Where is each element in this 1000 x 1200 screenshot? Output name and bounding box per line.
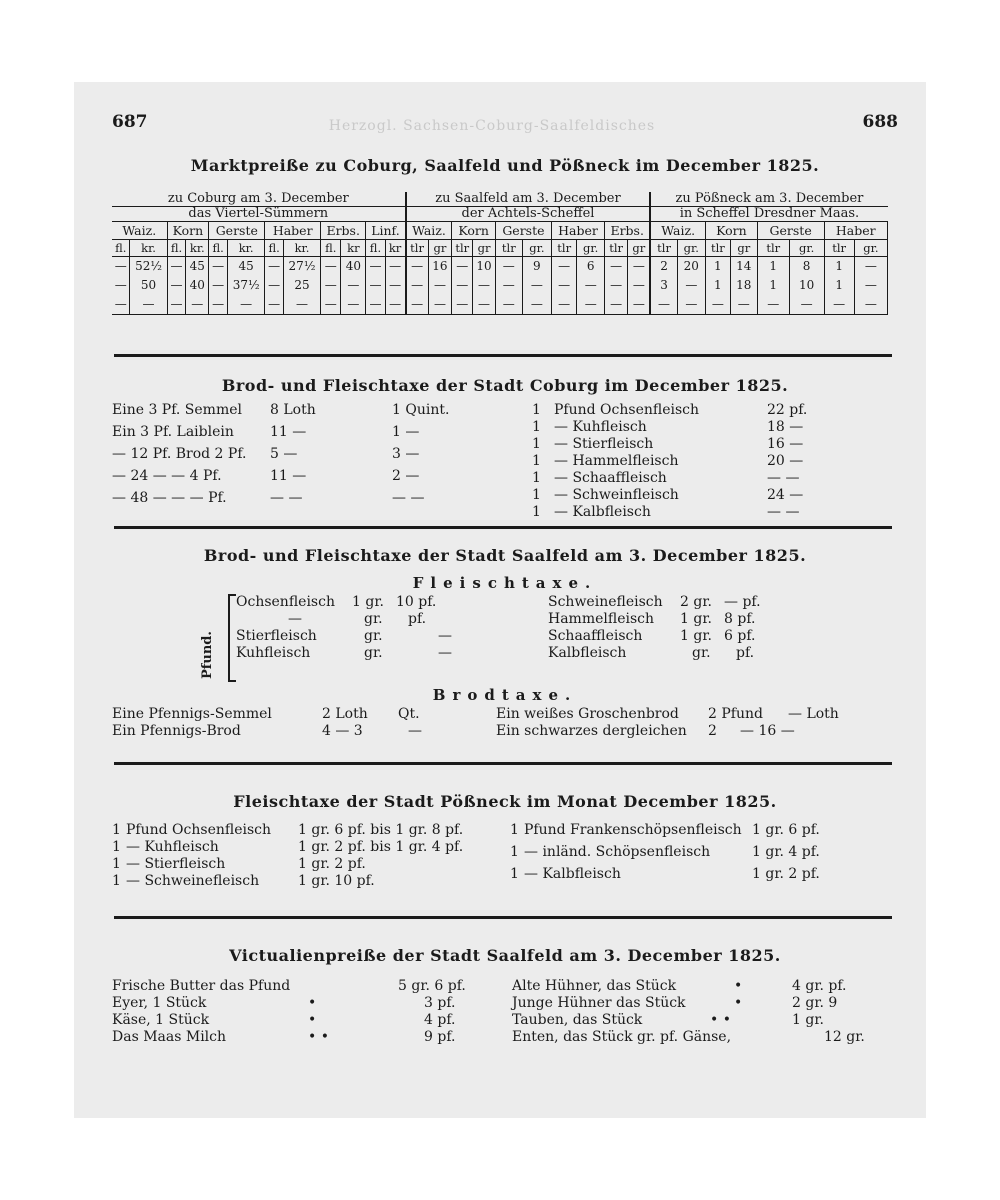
market-cell: — bbox=[628, 257, 651, 277]
market-cell: — bbox=[452, 276, 473, 295]
unit-header: tlr bbox=[551, 240, 576, 257]
unit-header: gr bbox=[628, 240, 651, 257]
unit-header: fl. bbox=[209, 240, 228, 257]
grain-header: Korn bbox=[452, 222, 496, 240]
location-saalfeld: zu Saalfeld am 3. December bbox=[406, 192, 651, 207]
meat-item: 1 — Kalbfleisch — — bbox=[532, 504, 800, 520]
market-cell: — bbox=[385, 257, 406, 277]
market-cell: — bbox=[428, 295, 452, 315]
market-cell: — bbox=[677, 295, 705, 315]
market-cell: 40 bbox=[186, 276, 209, 295]
grain-header: Gerste bbox=[495, 222, 551, 240]
measure-poessneck: in Scheffel Dresdner Maas. bbox=[650, 207, 887, 222]
market-cell: 40 bbox=[341, 257, 366, 277]
meat-item: 1 — Kalbfleisch 1 gr. 2 pf. bbox=[510, 866, 820, 882]
poessneck-title: Fleischtaxe der Stadt Pößneck im Monat December 1825. bbox=[233, 792, 777, 811]
market-cell: 1 bbox=[824, 276, 854, 295]
grain-header: Haber bbox=[551, 222, 604, 240]
meat-item: 1 — Kuhfleisch 1 gr. 2 pf. bis 1 gr. 4 pf. bbox=[112, 839, 464, 855]
victual-title: Victualienpreiße der Stadt Saalfeld am 3. December 1825. bbox=[229, 946, 781, 965]
saalfeld-title: Brod- und Fleischtaxe der Stadt Saalfeld am 3. December 1825. bbox=[203, 546, 807, 565]
grain-header: Erbs. bbox=[321, 222, 366, 240]
market-cell: 1 bbox=[757, 276, 789, 295]
grain-header: Waiz. bbox=[650, 222, 705, 240]
market-cell: — bbox=[406, 257, 428, 277]
meat-item: 1 Pfund Ochsenfleisch 22 pf. bbox=[532, 402, 808, 418]
market-row bbox=[112, 295, 888, 315]
unit-header: gr. bbox=[577, 240, 605, 257]
pfund-side-label: Pfund. bbox=[200, 631, 215, 679]
victual-item: Käse, 1 Stück • 4 pf. bbox=[112, 1012, 456, 1028]
market-cell: 1 bbox=[705, 276, 730, 295]
market-cell: — bbox=[522, 295, 551, 315]
unit-header: tlr bbox=[650, 240, 677, 257]
market-cell: 37½ bbox=[227, 276, 264, 295]
market-cell: 8 bbox=[789, 257, 824, 277]
unit-header: fl. bbox=[265, 240, 284, 257]
market-cell: — bbox=[605, 295, 628, 315]
coburg-meat-list bbox=[112, 402, 898, 521]
unit-header: gr bbox=[473, 240, 496, 257]
market-cell: — bbox=[677, 276, 705, 295]
victual-item: Alte Hühner, das Stück • 4 gr. pf. bbox=[512, 978, 847, 994]
market-cell: 10 bbox=[789, 276, 824, 295]
market-cell: — bbox=[321, 295, 341, 315]
grain-header: Korn bbox=[167, 222, 209, 240]
bread-item: Eine 3 Pf. Semmel 8 Loth 1 Quint. bbox=[112, 402, 450, 418]
meat-item: — gr. pf. Hammelfleisch 1 gr. 8 pf. bbox=[288, 611, 756, 627]
market-cell: 27½ bbox=[283, 257, 320, 277]
meat-item: 1 — Schweinfleisch 24 — bbox=[532, 487, 804, 503]
bread-item: — 24 — — 4 Pf. 11 — 2 — bbox=[112, 468, 420, 484]
divider bbox=[114, 916, 892, 919]
grain-header: Haber bbox=[824, 222, 887, 240]
market-cell: — bbox=[265, 295, 284, 315]
market-cell: 25 bbox=[283, 276, 320, 295]
market-cell: — bbox=[209, 295, 228, 315]
location-header-line1 bbox=[112, 192, 888, 207]
market-cell: — bbox=[283, 295, 320, 315]
poessneck-right-list bbox=[112, 822, 898, 888]
market-cell: — bbox=[452, 295, 473, 315]
meat-tax-heading: Fleischtaxe. bbox=[412, 574, 598, 592]
unit-header: fl. bbox=[112, 240, 130, 257]
meat-item: 1 — Stierfleisch 1 gr. 2 pf. bbox=[112, 856, 366, 872]
unit-header: tlr bbox=[495, 240, 522, 257]
location-poessneck: zu Pößneck am 3. December bbox=[650, 192, 887, 207]
grain-header: Waiz. bbox=[112, 222, 167, 240]
market-cell: — bbox=[650, 295, 677, 315]
unit-header: tlr bbox=[705, 240, 730, 257]
market-cell: — bbox=[854, 257, 887, 277]
unit-header: gr. bbox=[522, 240, 551, 257]
market-cell: — bbox=[854, 276, 887, 295]
market-cell: — bbox=[789, 295, 824, 315]
unit-header: tlr bbox=[406, 240, 428, 257]
market-cell: — bbox=[167, 276, 186, 295]
market-cell: — bbox=[577, 295, 605, 315]
meat-item: 1 — Schweinefleisch 1 gr. 10 pf. bbox=[112, 873, 375, 889]
bread-item: Ein 3 Pf. Laiblein 11 — 1 — bbox=[112, 424, 420, 440]
market-cell: 18 bbox=[730, 276, 757, 295]
unit-header: gr bbox=[730, 240, 757, 257]
unit-header: gr bbox=[428, 240, 452, 257]
market-cell: — bbox=[341, 295, 366, 315]
market-cell: — bbox=[406, 276, 428, 295]
market-cell: — bbox=[551, 276, 576, 295]
market-row bbox=[112, 257, 888, 277]
market-cell: — bbox=[522, 276, 551, 295]
meat-item: Ochsenfleisch 1 gr. 10 pf. Schweinefleisch 2 gr. — pf. bbox=[236, 594, 761, 610]
unit-header: gr. bbox=[854, 240, 887, 257]
market-cell: 20 bbox=[677, 257, 705, 277]
market-cell: — bbox=[112, 295, 130, 315]
market-cell: 1 bbox=[757, 257, 789, 277]
bread-item: — 48 — — — Pf. — — — — bbox=[112, 490, 425, 506]
market-cell: — bbox=[605, 276, 628, 295]
victual-item: Das Maas Milch • • 9 pf. bbox=[112, 1029, 456, 1045]
market-cell: 45 bbox=[227, 257, 264, 277]
unit-header: fl. bbox=[321, 240, 341, 257]
bread-tax-heading: Brodtaxe. bbox=[432, 686, 578, 704]
market-cell: 1 bbox=[705, 257, 730, 277]
grain-header: Linf. bbox=[366, 222, 406, 240]
market-cell: 50 bbox=[130, 276, 167, 295]
grain-header: Waiz. bbox=[406, 222, 452, 240]
market-cell: — bbox=[854, 295, 887, 315]
market-cell: — bbox=[209, 257, 228, 277]
market-cell: — bbox=[824, 295, 854, 315]
market-cell: — bbox=[112, 276, 130, 295]
market-price-table bbox=[112, 192, 888, 315]
meat-item: 1 — Schaaffleisch — — bbox=[532, 470, 800, 486]
market-cell: — bbox=[495, 276, 522, 295]
market-cell: — bbox=[495, 257, 522, 277]
meat-item: Stierfleisch gr. — Schaaffleisch 1 gr. 6 pf. bbox=[236, 628, 756, 644]
market-cell: — bbox=[730, 295, 757, 315]
market-cell: 9 bbox=[522, 257, 551, 277]
market-cell: 2 bbox=[650, 257, 677, 277]
market-cell: — bbox=[385, 276, 406, 295]
victual-item: Tauben, das Stück • • 1 gr. bbox=[512, 1012, 824, 1028]
unit-header: gr. bbox=[677, 240, 705, 257]
unit-header: kr. bbox=[227, 240, 264, 257]
unit-header: kr. bbox=[283, 240, 320, 257]
market-cell: 14 bbox=[730, 257, 757, 277]
meat-item: 1 — inländ. Schöpsenfleisch 1 gr. 4 pf. bbox=[510, 844, 820, 860]
grain-header: Erbs. bbox=[605, 222, 651, 240]
unit-header: kr bbox=[385, 240, 406, 257]
market-cell: — bbox=[265, 257, 284, 277]
market-cell: — bbox=[227, 295, 264, 315]
market-cell: — bbox=[551, 295, 576, 315]
page-number-left: 687 bbox=[112, 112, 148, 132]
bread-item: Eine Pfennigs-Semmel 2 Loth Qt. Ein weißes Groschenbrod 2 Pfund — Loth bbox=[112, 706, 839, 722]
meat-item: 1 Pfund Ochsenfleisch 1 gr. 6 pf. bis 1 gr. 8 pf. bbox=[112, 822, 464, 838]
market-cell: — bbox=[366, 295, 385, 315]
victual-item: Enten, das Stück gr. pf. Gänse, 12 gr. bbox=[512, 1029, 865, 1045]
unit-header: kr. bbox=[186, 240, 209, 257]
market-cell: — bbox=[112, 257, 130, 277]
market-cell: — bbox=[495, 295, 522, 315]
market-cell: — bbox=[366, 276, 385, 295]
unit-header: kr bbox=[341, 240, 366, 257]
unit-header: tlr bbox=[824, 240, 854, 257]
scanned-page bbox=[74, 82, 926, 1118]
measure-coburg: das Viertel-Sümmern bbox=[112, 207, 406, 222]
meat-item: 1 Pfund Frankenschöpsenfleisch 1 gr. 6 pf. bbox=[510, 822, 820, 838]
market-cell: 3 bbox=[650, 276, 677, 295]
document-page bbox=[112, 106, 898, 1106]
meat-item: 1 — Kuhfleisch 18 — bbox=[532, 419, 804, 435]
market-cell: — bbox=[577, 276, 605, 295]
market-cell: — bbox=[167, 295, 186, 315]
victual-right-list bbox=[112, 978, 898, 1046]
bread-item: — 12 Pf. Brod 2 Pf. 5 — 3 — bbox=[112, 446, 420, 462]
market-row bbox=[112, 276, 888, 295]
saalfeld-bread-list bbox=[112, 706, 898, 740]
market-cell: 6 bbox=[577, 257, 605, 277]
unit-header: kr. bbox=[130, 240, 167, 257]
victual-item: Junge Hühner das Stück • 2 gr. 9 bbox=[512, 995, 838, 1011]
divider bbox=[114, 762, 892, 765]
market-cell: — bbox=[551, 257, 576, 277]
grain-header: Gerste bbox=[209, 222, 265, 240]
market-cell: 10 bbox=[473, 257, 496, 277]
market-cell: 52½ bbox=[130, 257, 167, 277]
market-cell: — bbox=[406, 295, 428, 315]
meat-item: Kuhfleisch gr. — Kalbfleisch gr. pf. bbox=[236, 645, 755, 661]
location-header-line2 bbox=[112, 207, 888, 222]
unit-header: gr. bbox=[789, 240, 824, 257]
market-cell: — bbox=[452, 257, 473, 277]
divider bbox=[114, 526, 892, 529]
unit-header: tlr bbox=[605, 240, 628, 257]
grain-header: Gerste bbox=[757, 222, 824, 240]
unit-header: tlr bbox=[757, 240, 789, 257]
unit-header-row bbox=[112, 240, 888, 257]
divider bbox=[114, 354, 892, 357]
measure-saalfeld: der Achtels-Scheffel bbox=[406, 207, 651, 222]
market-cell: — bbox=[428, 276, 452, 295]
market-cell: — bbox=[705, 295, 730, 315]
meat-item: 1 — Hammelfleisch 20 — bbox=[532, 453, 804, 469]
grain-header: Haber bbox=[265, 222, 321, 240]
market-cell: 1 bbox=[824, 257, 854, 277]
market-cell: — bbox=[321, 276, 341, 295]
location-coburg: zu Coburg am 3. December bbox=[112, 192, 406, 207]
unit-header: fl. bbox=[366, 240, 385, 257]
market-cell: — bbox=[628, 276, 651, 295]
grain-header: Korn bbox=[705, 222, 757, 240]
unit-header: fl. bbox=[167, 240, 186, 257]
market-cell: — bbox=[265, 276, 284, 295]
meat-item: 1 — Stierfleisch 16 — bbox=[532, 436, 804, 452]
grain-header-row bbox=[112, 222, 888, 240]
market-cell: 16 bbox=[428, 257, 452, 277]
market-cell: — bbox=[186, 295, 209, 315]
coburg-title: Brod- und Fleischtaxe der Stadt Coburg im December 1825. bbox=[221, 376, 789, 395]
market-title: Marktpreiße zu Coburg, Saalfeld und Pößneck im December 1825. bbox=[190, 156, 820, 175]
market-cell: — bbox=[385, 295, 406, 315]
market-cell: — bbox=[757, 295, 789, 315]
bread-item: Ein Pfennigs-Brod 4 — 3 — Ein schwarzes dergleichen 2 — 16 — bbox=[112, 723, 795, 739]
market-cell: — bbox=[628, 295, 651, 315]
market-cell: — bbox=[605, 257, 628, 277]
market-cell: — bbox=[473, 295, 496, 315]
market-cell: — bbox=[366, 257, 385, 277]
running-head: Herzogl. Sachsen-Coburg-Saalfeldisches bbox=[328, 118, 656, 134]
market-cell: — bbox=[209, 276, 228, 295]
victual-item: Frische Butter das Pfund 5 gr. 6 pf. bbox=[112, 978, 466, 994]
unit-header: tlr bbox=[452, 240, 473, 257]
market-cell: — bbox=[321, 257, 341, 277]
victual-item: Eyer, 1 Stück • 3 pf. bbox=[112, 995, 456, 1011]
page-number-right: 688 bbox=[862, 112, 898, 132]
market-cell: — bbox=[167, 257, 186, 277]
saalfeld-meat-list bbox=[112, 594, 898, 662]
market-cell: — bbox=[473, 276, 496, 295]
market-cell: — bbox=[130, 295, 167, 315]
market-cell: — bbox=[341, 276, 366, 295]
market-cell: 45 bbox=[186, 257, 209, 277]
